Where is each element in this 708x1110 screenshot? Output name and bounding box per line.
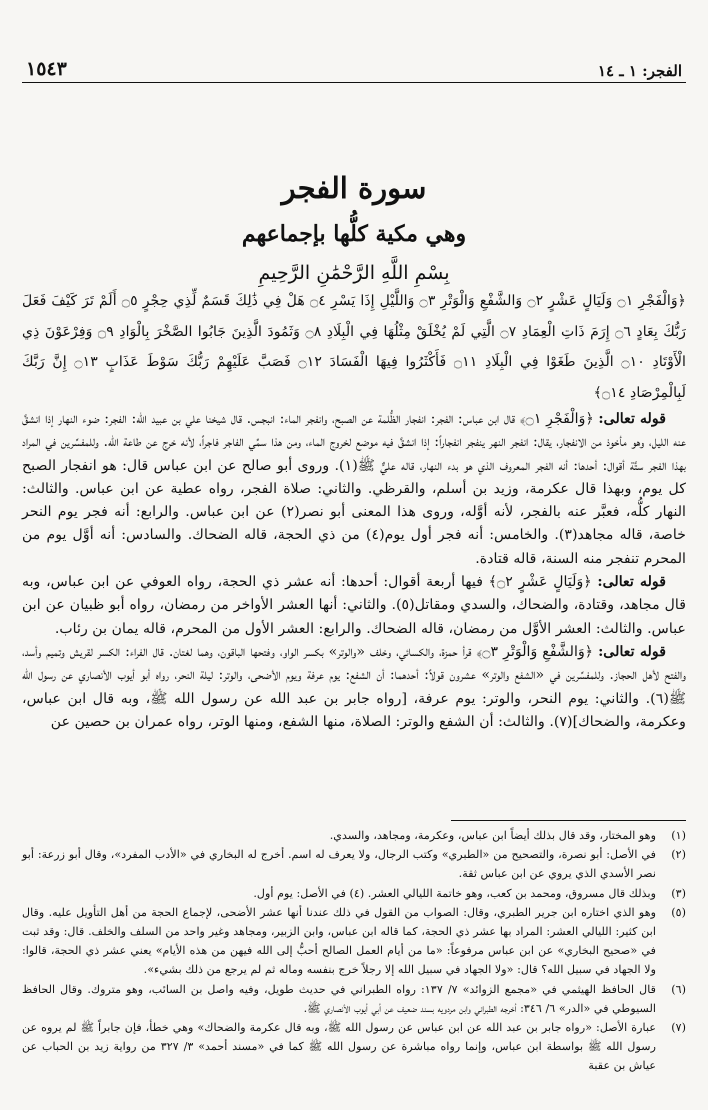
footnote-number: (٥) [671,905,686,919]
commentary-paragraph [22,641,686,734]
footnote [22,826,686,845]
footnote-text: عبارة الأصل: «رواه جابر بن عبد الله عن ابن عباس عن رسول الله ﷺ، وبه قال عكرمة والضحاك» وهي خطأ، فإن جابراً ﷺ لم يروه عن رسول الله ﷺ بواسطة ابن عباس، وإنما رواه مباشرة عن رسول الله ﷺ كما في «مسند أحمد» ٣/ ٣٢٧ من رواية زيد بن الحباب عن عياش بن عقبة [22,1021,656,1073]
footnote [22,845,686,883]
commentary-paragraph [22,408,686,571]
quran-verses: ﴿وَالْفَجْرِ ۝١ وَلَيَالٍ عَشْرٍ ۝٢ وَالشَّفْعِ وَالْوَتْرِ ۝٣ وَاللَّيْلِ إِذَا يَسْرِ ۝٤ هَلْ فِي ذَٰلِكَ قَسَمٌ لِّذِي حِجْرٍ ۝٥ أَلَمْ تَرَ كَيْفَ فَعَلَ رَبُّكَ بِعَادٍ ۝٦ إِرَمَ ذَاتِ الْعِمَادِ ۝٧ الَّتِي لَمْ يُخْلَقْ مِثْلُهَا فِي الْبِلَادِ ۝٨ وَثَمُودَ الَّذِينَ جَابُوا الصَّخْرَ بِالْوَادِ ۝٩ وَفِرْعَوْنَ ذِي الْأَوْتَادِ ۝١٠ الَّذِينَ طَغَوْا فِي الْبِلَادِ ۝١١ فَأَكْثَرُوا فِيهَا الْفَسَادَ ۝١٢ فَصَبَّ عَلَيْهِمْ رَبُّكَ سَوْطَ عَذَابٍ ۝١٣ إِنَّ رَبَّكَ لَبِالْمِرْصَادِ ۝١٤﴾ [22,293,686,401]
footnote-number: (١) [671,829,686,842]
footnote-number: (٧) [671,1021,686,1035]
header-surah-range: الفجر: ١ ـ ١٤ [597,62,682,80]
paragraph-text: ﴿وَلَيَالٍ عَشْرٍ ۝٢﴾ فيها أربعة أقوال: أحدها: أنه عشر ذي الحجة، رواه العوفي عن ابن عباس، وبه قال مجاهد، وقتادة، والضحاك، والسدي ومقاتل(٥). والثاني: أنها العشر الأواخر من رمضان، رواه أبو ظبيان عن ابن عباس. والثالث: العشر الأوَّل من رمضان، قاله الضحاك. والرابع: العشر الأول من المحرم، قاله يمان بن رئاب. [22,574,686,637]
basmala: بِسْمِ اللَّهِ الرَّحْمَٰنِ الرَّحِيمِ [258,262,450,284]
footnote-text: قال الحافظ الهيثمي في «مجمع الزوائد» ٧/ ١٣٧: رواه الطبراني في حديث طويل، وفيه واصل بن السائب، وهو متروك. وقال الحافظ السيوطي في «الدر» ٦/ ٣٤٦: أخرجه الطبراني وابن مردويه بسند ضعيف عن أبي أيوب الأنصاري ﷺ. [22,982,657,1015]
commentary-paragraph [22,571,686,641]
paragraph-text: ﴿وَالشَّفْعِ وَالْوَتْرِ ۝٣﴾ قرأ حمزة، والكسائي، وخلف «والوتر» بكسر الواو، وفتحها الباقون، وهما لغتان. قال الفراء: الكسر لقريش وتميم وأسد، والفتح لأهل الحجاز. وللمفسِّرين في «الشفع والوتر» عشرون قولاً: أحدهما: أن الشفع: يوم عرفة ويوم الأضحى، والوتر: ليلة النحر، رواه أبو أيوب الأنصاري عن رسول الله ﷺ(٦). والثاني: يوم النحر، والوتر: يوم عرفة، [رواه جابر بن عبد الله عن رسول الله ﷺ، وبه قال ابن عباس، وعكرمة، والضحاك](٧). والثالث: أن الشفع والوتر: الصلاة، منها الشفع، ومنها الوتر، رواه عمران بن حصين عن [22,643,686,730]
paragraph-text: ﴿وَالْفَجْرِ ۝١﴾ قال ابن عباس: الفجر: انفجار الظُّلمة عن الصبح، وانفجر الماء: انبجس. قال شيخنا علي بن عبيد الله: الفجر: ضوء النهار إذا انشقَّ عنه الليل، وهو مأخوذ من الانفجار، يقال: انفجر النهر ينفجر انفجاراً: إذا انشقَّ فيه موضع لخروج الماء، ومن هذا سمِّي الفاجر فاجراً، لأنه خرج عن طاعة الله. وللمفسِّرين في المراد بهذا الفجر ستَّة أقوال: أحدها: أنه الفجر المعروف الذي هو بدء النهار، قاله عليٌّ ﷺ(١). وروى أبو صالح عن ابن عباس قال: هو انفجار الصبح كل يوم، وبهذا قال عكرمة، وزيد بن أسلم، والقرظي. والثاني: صلاة الفجر، رواه عطية عن ابن عباس. والثالث: النهار كلُّه، فعبَّر عنه بالفجر، لأنه أوَّله، وروى هذا المعنى أبو نصر(٢) عن ابن عباس. والرابع: أنه فجر يوم النحر خاصة، قاله مجاهد(٣). والخامس: أنه فجر أول يوم(٤) من ذي الحجة، قاله الضحاك. والسادس: أنه أوَّل يوم من المحرم تنفجر منه السنة، قاله قتادة. [22,411,686,567]
surah-title: سورة الفجر [281,171,427,205]
footnote-text: وبذلك قال مسروق، ومحمد بن كعب، وهو خاتمة الليالي العشر. (٤) في الأصل: يوم أول. [253,886,656,900]
paragraph-label: قوله تعالى: [598,411,666,427]
footnote [22,903,686,980]
footnote-number: (٢) [671,848,686,862]
footnote [22,980,686,1018]
footnote [22,884,686,903]
footnote-text: وهو الذي اختاره ابن جرير الطبري، وقال: الصواب من القول في ذلك عندنا أنها عشر الأضحى، لإجماع الحجة من أهل التأويل عليه. وقال ابن كثير: الليالي العشر: المراد بها عشر ذي الحجة، كما قاله ابن عباس، وابن الزبير، ومجاهد وغير واحد من السلف والخلف. قال: وقد ثبت في «صحيح البخاري» عن ابن عباس مرفوعاً: «ما من أيام العمل الصالح أحبُّ إلى الله فيهن من هذه الأيام» يعني عشر ذي الحجة، قالوا: ولا الجهاد في سبيل الله؟ قال: «ولا الجهاد في سبيل الله إلا رجلاً خرج بنفسه وماله ثم لم يرجع من ذلك بشيء». [22,905,656,977]
page-header [22,52,686,83]
footnote-number: (٦) [671,982,686,996]
footnote-text: في الأصل: أبو نصرة، والتصحيح من «الطبري» وكتب الرجال، ولا يعرف له اسم. أخرج له البخاري في «الأدب المفرد»، وقال أبو زرعة: أبو نصر الأسدي الذي يروي عن ابن عباس ثقة. [22,848,656,881]
header-page-number: ١٥٤٣ [26,58,67,80]
surah-subtitle: وهي مكية كلُّها بإجماعهم [241,221,467,247]
footnote-text: وهو المختار، وقد قال بذلك أيضاً ابن عباس، وعكرمة، ومجاهد، والسدي. [329,829,656,842]
paragraph-label: قوله تعالى: [598,643,666,660]
footnotes [22,826,686,1076]
footnote-divider [451,820,686,821]
footnote [22,1018,686,1076]
surah-heading [22,168,686,288]
footnote-number: (٣) [671,886,686,900]
paragraph-label: قوله تعالى: [597,574,667,591]
main-text [22,286,686,734]
